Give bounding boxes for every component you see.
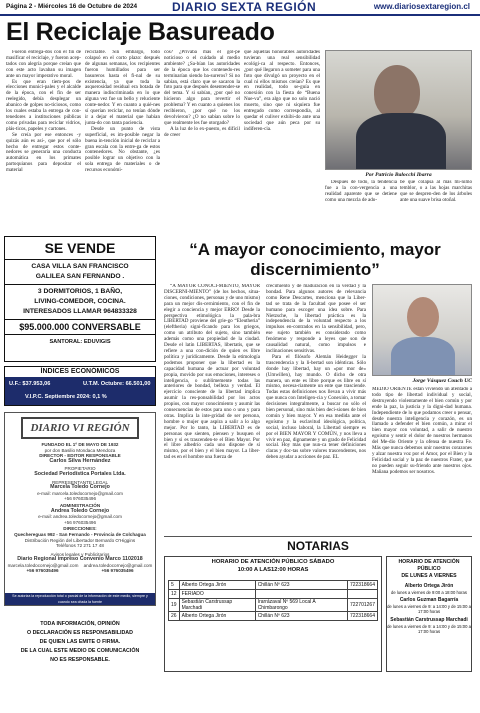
paragraph: “A MAYOR CONOCI-MIENTO, MAYOR DISCERNI-MIENTO” (de los hechos, situa-ciones, condiciones, personas y de uno mismo) para un mejor dis-cernimiento, con el fin de elegir a conciencia y mejor ERRO! Desde la perspectiva etimológica la pala-bra LIBERTAD proviene del grie-go “Eleutheria” (eleftheria) signi-ficando para los griegos, como un atributo del sujeto, sino también además como una propiedad de la ciudad. Desde el latín LIBERTAS, libertatis, que se refiere a una con-dición de quien es libre política y jurídicamente. Desde la etimología podemos proponer que la libertad es la capacidad humana de actuar por voluntad propia, movido por sus emociones, intereses o inteligencia, o sublimemente todas las anteriores de bondad, belleza y verdad. El ejercicio consciente de la libertad implica asumir la res-ponsabilidad por los actos propios, con mayor conocimiento y asumir las consecuencias de estos para uno o uno y para otras. Implica la inte-gridad de ser persona, hombre o mujer que aspira a salir a lo algo mejor. Por lo tanto, la LIBERTAD es de personas que sienten, piensen y busquen el bien y si es trascenden-te el Bien Mayor. Por el libre albedrío cada uno dispone de sí mismo, por el bien y el bien mayor. La liber-tad es en el hombre una fuerza de [164, 284, 260, 461]
table-row [169, 612, 378, 621]
paragraph: Se creía por ese entonces -y quizás aún es así-, que por el sólo hecho de entregar estos conte-nedores se generaría una conducta automática en los primates partoquianos para depositar el material [6, 131, 81, 174]
notice-line: DE LA CUAL ESTE MEDIO DE COMUNICACIÓN [20, 648, 140, 654]
ads-phone-2: +56 976035496 [101, 568, 134, 574]
editorial-col-3 [164, 50, 240, 230]
ads-email-1[interactable]: marcela.toledocornejo@gmail.com [7, 562, 79, 568]
notice-line: O DECLARACIÓN ES RESPONSABILIDAD [27, 630, 133, 636]
ad-line: GALILEA SAN FERNANDO . [35, 273, 125, 280]
notary: Sebastián Carstrussap Marchadi [179, 599, 255, 612]
director-label: DIRECTOR - EDITOR RESPONSABLE [39, 453, 121, 459]
day: 26 [169, 612, 180, 621]
notice-line: DE QUIEN LAS EMITE O FIRMA. [39, 639, 121, 645]
admin-label: ADMINISTRACIÓN [59, 502, 101, 508]
notarias-title: NOTARIAS [287, 539, 349, 553]
utm-value: U.T.M. Octubre: 66.501,00 [83, 381, 151, 387]
ad-price: $95.000.000 CONVERSABLE [19, 322, 141, 332]
ipc-value: V.I.P.C. Septiembre 2024: 0,1 % [25, 394, 107, 400]
weekday-hours [386, 556, 472, 672]
author-photo-editorial [325, 50, 472, 170]
uf-value: U.F.: $37.953,06 [9, 381, 51, 387]
phone [347, 590, 377, 599]
table-row [169, 599, 378, 612]
economic-indices [4, 366, 156, 406]
admin-email[interactable]: e-mail: andrea.toledocornejo@gmail.com [38, 514, 122, 520]
paragraph: Fueron entrega-dos con el fin de masificar el reciclaje, y fueron acep-tados con alegría porque creían que con este acto lavaban su imagen ante un mayor imperativo moral. [6, 50, 81, 79]
weekday-hours-text: de lunes a viernes de 9:00 a 18:00 horas [391, 589, 467, 595]
editorial-title: El Reciclaje Basureado [6, 18, 275, 46]
column-col-1 [164, 284, 260, 530]
editorial-col-2 [85, 50, 160, 230]
weekday-notary: Carlos Guzman Bagarría [399, 597, 459, 604]
founder: por don Basilio Mondaca Mendoza [44, 447, 116, 453]
editorial-col-5 [325, 180, 397, 230]
website-link[interactable]: www.diariosextaregion.cl [373, 2, 470, 11]
address-1: Quechereguas 992 - San Fernando - Provincia de Colchagua [14, 531, 146, 537]
paragraph: crecimiento y de maduración en la verdad y la bondad. Para algunos autores de relevancia como Rene Descartes, menciona que la Liber-tad se trata de la facultad que posee el ser humano para escoger una idea sobre. Para Nietzsche, la libertad práctica es la independencia de la voluntad respecto a los impulsos en-contrados en la sensibilidad, pero, ese sujeto también es considerado como fenómeno y responde a leyes que son de causalidad natural, como impulsos e inclinaciones sensitivas. [266, 284, 366, 354]
column-col-2 [266, 284, 366, 530]
paragraph: A la luz de lo ex-puesto, es difícil de creer [164, 125, 240, 138]
paragraph: que aquellas honorables autoridades tuvieran una real sensibilidad ecológi-ca al respecto. Entonces, ¿por qué llegaron a someter para una foto que divulgó un proyecto en el cual ni ellos mismos creían? Es que en realidad, todo se-guía en conexión con la fiesta de “Buena Nue-va”, era algo que no solo nació muerto, sino que ni siquiera fue entregado como correspondía, al quedar el culiver exhibi-do ante una sociedad que aún peca por su indiferen-cia. [244, 50, 320, 132]
notarias-rule [164, 536, 472, 537]
weekday-notary: Alberto Ortega Jirón [404, 583, 454, 589]
day: 5 [169, 581, 180, 590]
column-headline: “A mayor conocimiento, mayor discernimiento” [189, 240, 441, 279]
rep: Marcela Toledo Cornejo [50, 484, 110, 491]
ad-line: LIVING-COMEDOR, COCINA. [34, 298, 126, 305]
phone: 722701267 [347, 599, 377, 612]
address-2: Distribución Región del Libertador Bernardo O'Higgins [24, 537, 136, 543]
masthead-logo [21, 417, 139, 439]
logo-text: DIARIO VI REGIÓN [30, 422, 130, 434]
admin-phone: +56 976035496 [63, 519, 97, 525]
ad-line: 3 DORMITORIOS, 1 BAÑO, [37, 288, 123, 295]
day: 12 [169, 590, 180, 599]
person-head [407, 297, 439, 337]
ad-phone: INTERESADOS LLAMAR 964833328 [23, 308, 137, 315]
person-body [356, 113, 446, 170]
weekday-hours-text: de lunes a viernes de 9: a 14:00 y de 15:00 a 17:00 horas [387, 623, 471, 635]
opinion-notice [4, 620, 156, 665]
admin: Andrea Toledo Cornejo [50, 507, 110, 514]
person-silhouette [374, 65, 420, 119]
author-photo-column [372, 284, 472, 376]
weekday-subtitle: DE LUNES A VIERNES [401, 573, 457, 579]
santoral: SANTORAL: EDUVIGIS [49, 339, 111, 345]
director: Carlos Silva Hernández [49, 457, 111, 464]
rep-email[interactable]: e-mail: marcela.toledocornejo@gmail.com [37, 490, 123, 496]
newspaper-name: DIARIO SEXTA REGIÓN [172, 0, 317, 14]
editorial-col-4 [244, 50, 320, 230]
address: Irarrázaval Nº 569 Local A Chimbarongo [255, 599, 347, 612]
rep-phone: +56 976035496 [63, 496, 97, 502]
editorial-photo-caption: Por Patricio Balocchi Ibarra [365, 172, 432, 178]
table-row [169, 590, 378, 599]
weekday-title: HORARIO DE ATENCIÓN PÚBLICO [398, 559, 460, 572]
day: 19 [169, 599, 180, 612]
paragraph: MEDIO ORIENTE están viviendo un atentado a todo tipo de libertad individual y social, destruyendo violentamente el bien común y por ende la paz, la justicia y la digni-dad humana. Independiente de lo que podamos creer o pensar, desde nuestra inteligencia y corazón, es un llamado a defender el bien común, a mirar el bien mayor con voluntad, a salir de nuestro egoísmo y sentir el dolor de nuestros hermanos del Me-dio Oriente y la ofensa de nuestra Fe. Más que nunca debemos unir nuestros corazones y alzar nuestra voz por el Amor, por el Bien y la Felicidad social y la paz de nuestros Frater, que no pueden seguir su-friendo ante nuestros ojos. Mañana podemos ser nosotros. [372, 387, 472, 475]
paragraph: reciclable. Sin embargo, todo colapsó en el corto plazo: después de algunas semanas, los recipientes fueron humillados para ser basureros hasta el fi-nal de su existencia, ya que toda la asquerosidad residual era botada de manera indiscriminada en lo que alguna vez fue un bello y reluciente conte-nedor. Y en cuanto a quié-nes sí querían reciclar, no tenían dónde ir a dejar el material que habían junta-do con tanta paciencia. [85, 50, 160, 126]
address: Chillán Nº 623 [255, 581, 347, 590]
notice-line: TODA INFORMACIÓN, OPINIÓN [40, 621, 120, 627]
column-photo-caption: Jorge Vásquez Couch UC [412, 378, 472, 384]
saturday-subtitle: 10:00 A LAS12:00 HORAS [237, 567, 309, 573]
reproduction-notice: Se autoriza la reproducción total o parcial de la información de este medio, siempre y cuando sea citada la fuente [5, 593, 155, 605]
header-rule [0, 14, 480, 16]
weekday-notary: Sebastián Carstrussap Marchadi [390, 616, 468, 623]
column-col-3 [372, 387, 472, 530]
notice-line: NO ES RESPONSABLE. [50, 657, 110, 663]
paragraph: Desde un punto de vista superficial, es im-posible negar la buena in-tención inicial de reciclar a gran escala con la entre-ga de estos contenedores. No obstante, ¿es posible lograr un objetivo con la sola entrega de materiales o de recursos económi- [85, 125, 160, 174]
founded: FUNDADO EL 1º DE MAYO DE 1932 [41, 442, 119, 447]
phone: Teléfonos 72 271 17 48 [56, 543, 104, 549]
owner: Sociedad Periodística Portales Ltda. [34, 470, 126, 477]
ads-convenio: Diario Regional impreso Convenio Marco 1102018 [17, 556, 143, 563]
address: Chillán Nº 623 [255, 612, 347, 621]
notary: Alberto Ortega Jirón [179, 612, 255, 621]
person-body [391, 337, 455, 376]
for-sale-title: SE VENDE [44, 240, 116, 256]
phone: 722318664 [347, 581, 377, 590]
notary: Alberto Ortega Jirón [179, 581, 255, 590]
weekday-hours-text: de lunes a viernes de 9: a 14:00 y de 15:00 a 17:00 horas [387, 603, 471, 615]
page-date: Página 2 - Miércoles 16 de Octubre de 2024 [6, 3, 138, 10]
indices-title: ÍNDICES ECONÓMICOS [5, 367, 155, 377]
paragraph: Es que eran tiem-pos de elecciones munici-pales y el alcalde de la época, con el fin de ser reelegido, debía desplegar un abanico de golpes no-ticiosos, como los cuales estaba la entrega de con-tenedores a instituciones públicas como privadas para reciclar vidrios, plás-ticos, papeles y cartones. [6, 78, 81, 132]
ads-label: Avisos legales y Publicitarios [50, 551, 110, 557]
ads-email-2[interactable]: andrea.toledocornejo@gmail.com [83, 562, 153, 568]
for-sale-ad [4, 236, 156, 362]
address-label: DIRECCIONES: [63, 526, 97, 532]
owner-label: PROPIETARIO [64, 466, 96, 472]
editorial-col-6 [400, 180, 472, 230]
saturday-table [168, 580, 378, 621]
ad-line: CASA VILLA SAN FRANCISCO [31, 263, 129, 270]
masthead-box [4, 412, 156, 606]
phone: 722318664 [347, 612, 377, 621]
rep-label: REPRESENTANTE LEGAL [51, 479, 109, 485]
paragraph: Para el filósofo Alemán Heidegger la trascendencia y la li-bertad son idénticas. Sólo donde hay libertad, hay un «por mor de» (Umwillen), hay mundo. O dicho de otra manera, un ente es libre porque es libre en sí mismo, necesa-riamente un ente que trasciende. Todas estas definiciones nos llevan a vivir más que nunca con Inteligen-cia y Conexión, a tomar decisiones integralmente, a buscar no sólo el bien personal, sino más bien deci-siones de bien común y bien mayor. Y en esa medida ante el egoísmo y la esclavitud ideológica, política, social, incluso laboral, la Libertad siempre es por el BIEN MAYOR Y COMÚN, y nos lleva a vivir en paz, dignamente y un grado de Felicidad social. Hoy más que nun-ca tener definiciones claras y doc-tas sobre valores trascendentes, nos deben ayudar a acciones de paz. EL [266, 353, 366, 461]
paragraph: cos? ¿Privaba más el gol-pe noticioso o el cuidado al medio ambiente? ¿Sa-bían las autoridades de la época que los contenedo-res terminarían siendo ba-sureros? Si no sabían, está claro que se sacaron la foto para que después desentender-se del tema. Y si sabían, ¿por qué no hicieron algo para revertir el problema? Y en cuanto a quienes los recibieron, ¿por qué no los devolvieron? ¿O no sabían sobre lo que realmente les fue otorgado? [164, 50, 240, 126]
address [255, 590, 347, 599]
ads-phone-1: +56 976035496 [26, 568, 59, 574]
saturday-title: HORARIO DE ATENCIÓN PÚBLICO SÁBADO [211, 559, 335, 565]
notary: FERIADO [179, 590, 255, 599]
table-row [169, 581, 378, 590]
paragraph: be que colapsa al más mí-nimo temblor, o a las hojas marchitas que se despren-den de los árboles ante una suave brisa otoñal. [400, 180, 472, 203]
editorial-col-1 [6, 50, 81, 230]
paragraph: Después de todo, la tendencia fue a la con-vergencia a una realidad aparente que se detiene como una mezcla de ado- [325, 180, 397, 203]
